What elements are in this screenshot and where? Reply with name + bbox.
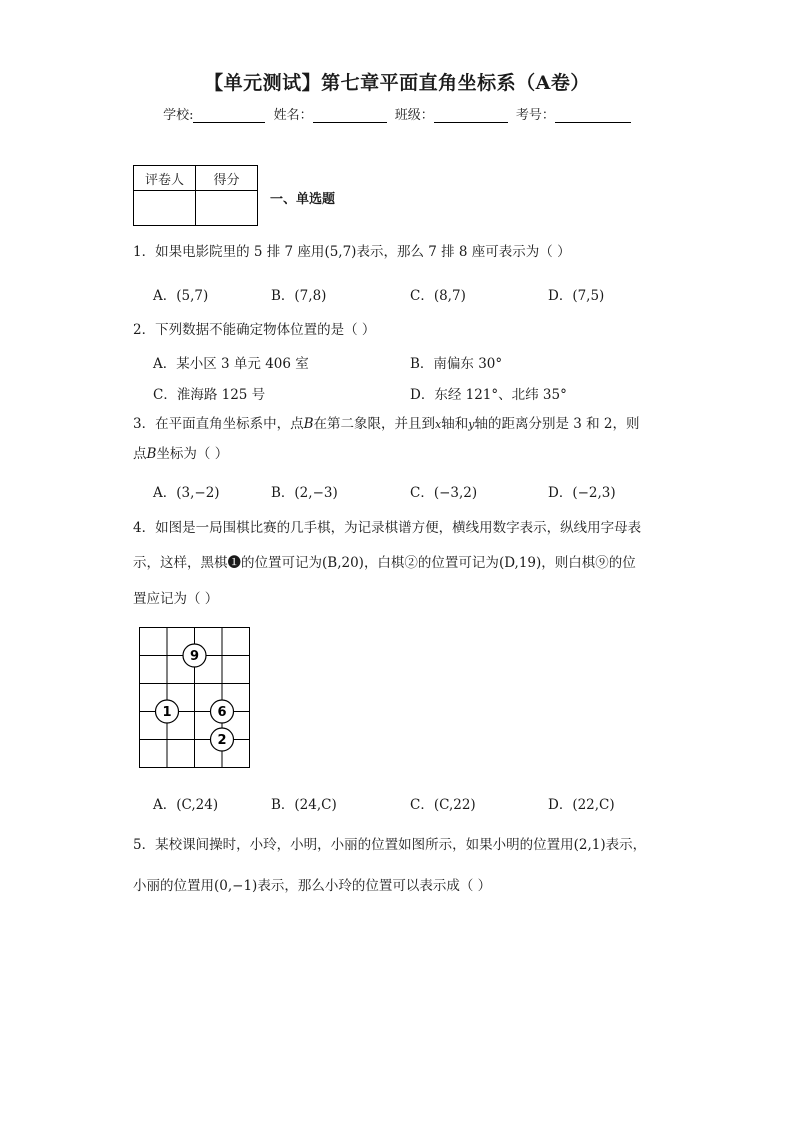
- q1-coord: (5,7): [324, 244, 357, 260]
- q3-option-b[interactable]: B．(2,−3): [271, 485, 338, 501]
- stone-1-label: 1: [162, 705, 172, 720]
- q3-text-e: 点: [133, 446, 147, 462]
- question-5-line-1: [133, 835, 646, 855]
- q4-option-a[interactable]: A．(C,24): [153, 797, 219, 813]
- stone-6: [211, 700, 234, 723]
- q1-option-d[interactable]: D．(7,5): [548, 288, 605, 304]
- q4-text-b: ，白棋②的位置可记为: [363, 555, 499, 571]
- stone-1: [156, 700, 179, 723]
- q3-point-b: B: [303, 416, 314, 432]
- class-blank[interactable]: [434, 108, 508, 123]
- question-1-stem: [133, 242, 571, 262]
- q5-coord-xiaoming: (2,1): [573, 837, 606, 853]
- question-4-line-2: [133, 553, 636, 573]
- q4-option-c[interactable]: C．(C,22): [410, 797, 476, 813]
- q3-option-c[interactable]: C．(−3,2): [410, 485, 478, 501]
- q3-option-a[interactable]: A．(3,−2): [153, 485, 220, 501]
- stone-9: [183, 644, 206, 667]
- q3-text-d: 轴的距离分别是 3 和 2，则: [474, 416, 640, 432]
- score-cell[interactable]: [196, 191, 258, 226]
- q5-text-a: 5．某校课间操时，小玲，小明，小丽的位置如图所示，如果小明的位置用: [133, 837, 574, 853]
- question-2-stem: 2．下列数据不能确定物体位置的是（ ）: [133, 322, 376, 338]
- school-blank[interactable]: [193, 108, 265, 123]
- q4-coord-white-2: (D,19): [498, 555, 542, 571]
- go-board-figure: [136, 624, 254, 770]
- student-info-line: [0, 104, 794, 123]
- stone-6-label: 6: [217, 705, 227, 720]
- q3-point-b-2: B: [146, 446, 157, 462]
- stone-2: [211, 728, 234, 751]
- q3-y: y: [468, 418, 475, 431]
- q1-option-b[interactable]: B．(7,8): [271, 288, 327, 304]
- question-4-line-1: 4．如图是一局围棋比赛的几手棋，为记录棋谱方便，横线用数字表示，纵线用字母表: [133, 520, 642, 536]
- q5-coord-xiaoli: (0,−1): [214, 878, 258, 894]
- question-4-line-3: 置应记为（ ）: [133, 591, 219, 607]
- score-header: 得分: [196, 166, 258, 191]
- q1-text-post: 表示，那么 7 排 8 座可表示为（ ）: [356, 244, 571, 260]
- q2-option-a[interactable]: A．某小区 3 单元 406 室: [153, 356, 309, 372]
- q1-option-c[interactable]: C．(8,7): [410, 288, 466, 304]
- q4-option-b[interactable]: B．(24,C): [271, 797, 337, 813]
- q3-text-a: 3．在平面直角坐标系中，点: [133, 416, 304, 432]
- name-label: 姓名：: [273, 108, 313, 123]
- section-heading: 一、单选题: [270, 192, 336, 207]
- q1-text-pre: 1．如果电影院里的 5 排 7 座用: [133, 244, 325, 260]
- q1-option-a[interactable]: A．(5,7): [153, 288, 209, 304]
- stone-2-label: 2: [217, 733, 227, 748]
- name-blank[interactable]: [313, 108, 387, 123]
- question-3-line-2: [133, 444, 228, 464]
- q4-text-c: ，则白棋⑨的位: [541, 555, 636, 571]
- q3-x: x: [435, 418, 442, 431]
- q5-text-c: 小丽的位置用: [133, 878, 214, 894]
- school-label: 学校:: [163, 108, 194, 123]
- class-label: 班级：: [394, 108, 434, 123]
- q3-text-c: 轴和: [441, 416, 469, 432]
- q2-option-c[interactable]: C．淮海路 125 号: [153, 387, 266, 403]
- page-title: 【单元测试】第七章平面直角坐标系（A卷）: [204, 72, 590, 94]
- score-table: [133, 165, 258, 226]
- q3-text-f: 坐标为（ ）: [156, 446, 229, 462]
- q5-text-b: 表示，: [605, 837, 647, 853]
- q2-option-b[interactable]: B．南偏东 30°: [410, 356, 503, 372]
- q5-text-d: 表示，那么小玲的位置可以表示成（ ）: [257, 878, 492, 894]
- stone-9-label: 9: [189, 649, 200, 664]
- q4-option-d[interactable]: D．(22,C): [548, 797, 615, 813]
- q3-option-d[interactable]: D．(−2,3): [548, 485, 616, 501]
- q4-text-a: 示，这样，黑棋❶的位置可记为: [133, 555, 322, 571]
- reviewer-header: 评卷人: [134, 166, 196, 191]
- exam-number-blank[interactable]: [555, 108, 631, 123]
- reviewer-cell[interactable]: [134, 191, 196, 226]
- question-3-line-1: [133, 414, 640, 435]
- question-5-line-2: [133, 876, 491, 896]
- q4-coord-black-1: (B,20): [322, 555, 364, 571]
- q3-text-b: 在第二象限，并且到: [313, 416, 436, 432]
- exam-number-label: 考号：: [515, 108, 555, 123]
- q2-option-d[interactable]: D．东经 121°、北纬 35°: [410, 387, 567, 403]
